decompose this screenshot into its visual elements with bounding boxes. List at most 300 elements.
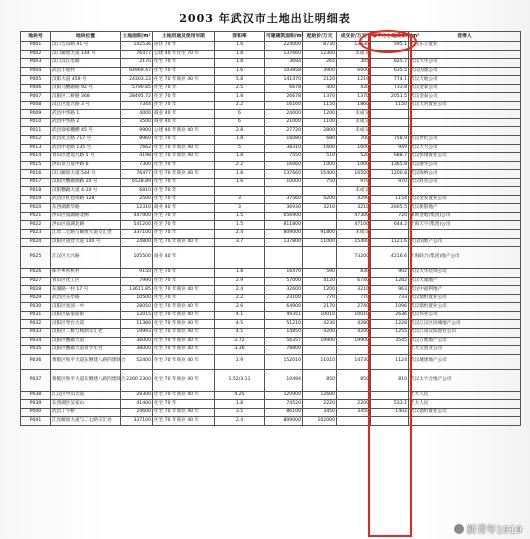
table-row: [21, 269, 521, 278]
cell-use: 居住 70 年: [153, 42, 215, 51]
cell-location: 汉江区复兴路 3 号: [51, 101, 121, 110]
cell-area: 52400: [121, 354, 153, 369]
cell-parcel-id: P020: [21, 204, 51, 213]
cell-deal-price: 4200: [337, 328, 371, 337]
cell-far: 1.52/3.11: [215, 369, 265, 391]
table-row: [21, 118, 521, 127]
cell-unit-cost: 970: [371, 178, 409, 187]
cell-parcel-id: P022: [21, 221, 51, 230]
cell-location: 东西湖区吴家山: [51, 400, 121, 409]
cell-parcel-id: P001: [21, 42, 51, 51]
cell-location: 汉阳马鹦鹉路 92 号: [51, 84, 121, 93]
cell-buyer: 武汉国地产公司: [409, 238, 521, 247]
cell-location: 武昌中华路 1: [51, 110, 121, 119]
cell-start-price: 15400: [303, 170, 337, 179]
cell-deal-price: 47100: [337, 221, 371, 230]
cell-deal-price: 3210: [337, 204, 371, 213]
cell-location: 青山区建设九路 5 号: [51, 153, 121, 162]
cell-deal-price: 6600: [337, 67, 371, 76]
cell-area: 3500: [121, 118, 153, 127]
cell-parcel-id: P024: [21, 238, 51, 247]
cell-location: 洪山区南湖路北侧: [51, 212, 121, 221]
cell-parcel-id: P003: [21, 59, 51, 68]
cell-parcel-id: P039: [21, 400, 51, 409]
cell-unit-cost: 733.8: [371, 84, 409, 93]
cell-parcel-id: P012: [21, 136, 51, 145]
cell-buyer: 武汉天华装饰公司: [409, 269, 521, 278]
cell-deal-price: 未成交: [337, 230, 371, 239]
cell-building-area: 10000: [265, 178, 303, 187]
cell-use: 住宅 70 年: [153, 230, 215, 239]
cell-use: 住宅 70 年: [153, 212, 215, 221]
cell-far: 2.2: [215, 161, 265, 170]
cell-parcel-id: P021: [21, 212, 51, 221]
cell-area: 7300: [121, 161, 153, 170]
cell-buyer: 武汉天地公司: [409, 76, 521, 85]
cell-parcel-id: P028: [21, 286, 51, 295]
cell-unit-cost: [371, 391, 409, 400]
cell-start-price: 12360: [303, 50, 337, 59]
cell-building-area: 21000: [265, 118, 303, 127]
cell-far: 2.8: [215, 127, 265, 136]
cell-buyer: 武汉城建地产公司: [409, 354, 521, 369]
cell-area: 28300: [121, 391, 153, 400]
cell-unit-cost: 949: [371, 144, 409, 153]
cell-use: 住宅 70 年商业 40 年: [153, 417, 215, 426]
cell-buyer: 武汉天诚地产: [409, 277, 521, 286]
cell-unit-cost: 2636: [371, 311, 409, 320]
cell-building-area: 26678: [265, 93, 303, 102]
cell-area: 105500: [121, 247, 153, 269]
cell-deal-price: 未成交: [337, 118, 371, 127]
cell-use: 住宅 70 年: [153, 187, 215, 196]
cell-area: 11380: [121, 320, 153, 329]
cell-unit-cost: 1096: [371, 303, 409, 312]
cell-buyer: 光大宝置业公司: [409, 346, 521, 355]
cell-building-area: 37560: [265, 195, 303, 204]
cell-parcel-id: P016: [21, 170, 51, 179]
cell-use: 住宅 70 年商业 40 年: [153, 76, 215, 85]
cell-building-area: 152010: [265, 354, 303, 369]
cell-far: 1.5: [215, 212, 265, 221]
cell-building-area: 809000: [265, 417, 303, 426]
cell-use: 住宅 70 年商业 40 年: [153, 303, 215, 312]
cell-building-area: 23100: [265, 294, 303, 303]
cell-deal-price: 6740: [337, 277, 371, 286]
cell-far: 2.4: [215, 417, 265, 426]
cell-building-area: 36930: [265, 204, 303, 213]
table-row: [21, 50, 521, 59]
cell-location: 武昌丰收村: [51, 67, 121, 76]
cell-unit-cost: [371, 50, 409, 59]
cell-area: 2500: [121, 195, 153, 204]
cell-parcel-id: P029: [21, 294, 51, 303]
cell-area: 9150: [121, 269, 153, 278]
cell-unit-cost: 2605.5: [371, 204, 409, 213]
cell-area: 10500: [121, 294, 153, 303]
cell-deal-price: 770: [337, 294, 371, 303]
cell-building-area: 120900: [265, 391, 303, 400]
table-row: [21, 144, 521, 153]
table-row: [21, 247, 521, 269]
cell-area: 541200: [121, 221, 153, 230]
cell-use: 住宅 70 年: [153, 59, 215, 68]
cell-far: 6: [215, 118, 265, 127]
cell-start-price: 510: [303, 153, 337, 162]
cell-building-area: 32600: [265, 286, 303, 295]
cell-building-area: 14850: [265, 328, 303, 337]
cell-start-price: 4230: [303, 320, 337, 329]
cell-unit-cost: 4216.6: [371, 247, 409, 269]
cell-unit-cost: 1121.6: [371, 238, 409, 247]
cell-area: 7662: [121, 144, 153, 153]
cell-parcel-id: P011: [21, 127, 51, 136]
cell-start-price: [303, 187, 337, 196]
table-row: [21, 311, 521, 320]
cell-buyer: [409, 230, 521, 239]
cell-deal-price: 4290: [337, 195, 371, 204]
cell-far: 1.8: [215, 93, 265, 102]
cell-location: 洪山卓刀泉中路 6: [51, 161, 121, 170]
cell-deal-price: 14730: [337, 354, 371, 369]
cell-use: 住宅 70 年商业 40 年: [153, 328, 215, 337]
cell-location: 汉口解放大道 144 号: [51, 50, 121, 59]
cell-start-price: 1200: [303, 286, 337, 295]
cell-unit-cost: 2051.5: [371, 93, 409, 102]
cell-location: 汉阳大道 459 号: [51, 76, 121, 85]
cell-location: 武昌区红巷场路 128: [51, 195, 121, 204]
cell-unit-cost: [371, 346, 409, 355]
cell-location: 东湖路一村 17 号: [51, 286, 121, 295]
cell-buyer: [409, 127, 521, 136]
cell-parcel-id: P038: [21, 391, 51, 400]
cell-location: 武昌徐家棚横 45 号: [51, 127, 121, 136]
cell-area: 76477: [121, 50, 153, 59]
cell-area: 6528.89: [121, 178, 153, 187]
cell-buyer: 武汉科育公司: [409, 178, 521, 187]
cell-deal-price: 1000: [337, 161, 371, 170]
cell-building-area: 51210: [265, 320, 303, 329]
land-sale-table: [20, 31, 521, 426]
cell-deal-price: [337, 346, 371, 355]
cell-deal-price: 1600: [337, 144, 371, 153]
cell-far: 3: [215, 195, 265, 204]
cell-parcel-id: P008: [21, 101, 51, 110]
cell-area: 337100: [121, 417, 153, 426]
cell-area: 24600: [121, 408, 153, 417]
cell-location: 江汉区大兴路: [51, 247, 121, 269]
cell-building-area: 16160: [265, 101, 303, 110]
cell-parcel-id: P036: [21, 354, 51, 369]
cell-location: 汉阳区鹦鹉大道青少年宫: [51, 346, 121, 355]
cell-buyer: 武汉港华公司: [409, 161, 521, 170]
cell-building-area: 38310: [265, 144, 303, 153]
cell-location: 汉阳区鹦鹉大道: [51, 337, 121, 346]
cell-unit-cost: 1255: [371, 328, 409, 337]
land-sale-table-wrap: [20, 31, 520, 533]
cell-start-price: 2220: [303, 400, 337, 409]
cell-far: 1.8: [215, 50, 265, 59]
cell-start-price: 102000: [303, 417, 337, 426]
cell-parcel-id: P026: [21, 269, 51, 278]
cell-building-area: 137800: [265, 238, 303, 247]
cell-far: 1.6: [215, 42, 265, 51]
cell-start-price: 8730: [303, 42, 337, 51]
cell-use: 住宅 70 年: [153, 67, 215, 76]
cell-unit-cost: 1150: [371, 101, 409, 110]
table-row: [21, 400, 521, 409]
cell-buyer: 武汉恒翔置业公司: [409, 153, 521, 162]
cell-use: 住宅 70 年: [153, 178, 215, 187]
cell-buyer: 光大人民: [409, 400, 521, 409]
cell-start-price: 1200: [303, 110, 337, 119]
cell-location: 武昌区东亭路: [51, 294, 121, 303]
cell-building-area: 224000: [265, 42, 303, 51]
table-row: [21, 187, 521, 196]
cell-location: 武昌丁字桥: [51, 408, 121, 417]
cell-area: 4000: [121, 110, 153, 119]
cell-area: 6810: [121, 187, 153, 196]
cell-buyer: 武汉金发置业公司: [409, 195, 521, 204]
cell-location: 洪山区南湖北路: [51, 221, 121, 230]
cell-building-area: 27720: [265, 127, 303, 136]
cell-use: 商业 40 年: [153, 204, 215, 213]
col-header-unit-cost: 每平方土地成本元/m²: [371, 32, 409, 42]
cell-start-price: 3450: [303, 408, 337, 417]
cell-parcel-id: P004: [21, 67, 51, 76]
cell-deal-price: 47300: [337, 212, 371, 221]
cell-deal-price: 1219: [337, 76, 371, 85]
cell-start-price: 1100: [303, 118, 337, 127]
cell-start-price: 19900: [303, 337, 337, 346]
cell-building-area: [265, 247, 303, 269]
cell-unit-cost: 533.1: [371, 400, 409, 409]
cell-use: 住宅 70 年商业 40 年: [153, 346, 215, 355]
cell-far: 2.4: [215, 286, 265, 295]
cell-unit-cost: [371, 230, 409, 239]
cell-far: 2.2: [215, 101, 265, 110]
cell-start-price: 1150: [303, 101, 337, 110]
table-row: [21, 391, 521, 400]
cell-deal-price: 未成交: [337, 50, 371, 59]
cell-area: 12015: [121, 311, 153, 320]
cell-far: 3.5: [215, 408, 265, 417]
cell-deal-price: [337, 417, 371, 426]
cell-building-area: 811800: [265, 221, 303, 230]
cell-far: 1.8: [215, 170, 265, 179]
table-row: [21, 42, 521, 51]
table-row: [21, 238, 521, 247]
watermark-logo-icon: [454, 524, 464, 534]
table-row: [21, 204, 521, 213]
cell-area: 9900: [121, 127, 153, 136]
cell-deal-price: 19900: [337, 337, 371, 346]
cell-building-area: 103858: [265, 67, 303, 76]
cell-start-price: 750: [303, 178, 337, 187]
cell-parcel-id: P018: [21, 187, 51, 196]
cell-location: 侏平乡铁机村: [51, 269, 121, 278]
cell-building-area: 3694: [265, 59, 303, 68]
cell-deal-price: 3450: [337, 408, 371, 417]
cell-building-area: 141470: [265, 76, 303, 85]
cell-start-price: 1600: [303, 144, 337, 153]
cell-buyer: 深圳金地(集团)公司: [409, 212, 521, 221]
cell-far: 2.2: [215, 294, 265, 303]
cell-buyer: 武汉大力公司: [409, 144, 521, 153]
cell-far: 3.7: [215, 238, 265, 247]
table-row: [21, 337, 521, 346]
cell-use: 公建 40 年商业 40 年: [153, 127, 215, 136]
cell-area: 28050: [121, 303, 153, 312]
cell-location: 东西湖新华路: [51, 204, 121, 213]
cell-start-price: 680: [303, 136, 337, 145]
cell-location: 汉阳区二桥路 368: [51, 93, 121, 102]
cell-building-area: 74520: [265, 400, 303, 409]
cell-deal-price: 1370: [337, 93, 371, 102]
cell-deal-price: 15400: [337, 238, 371, 247]
cell-start-price: 1000: [303, 161, 337, 170]
cell-buyer: 武汉中福利地产: [409, 286, 521, 295]
cell-deal-price: 700: [337, 136, 371, 145]
cell-building-area: 137660: [265, 170, 303, 179]
cell-building-area: 57000: [265, 277, 303, 286]
cell-start-price: 1370: [303, 93, 337, 102]
cell-far: 4.1: [215, 311, 265, 320]
cell-deal-price: 未成交: [337, 127, 371, 136]
cell-far: 1.8: [215, 400, 265, 409]
page-title: 2003 年武汉市土地出让明细表: [179, 12, 351, 25]
cell-location: 汉阳鹦鹉大道 4-10 号: [51, 187, 121, 196]
cell-area: 41400: [121, 400, 153, 409]
cell-area: 4198: [121, 153, 153, 162]
cell-building-area: 7550: [265, 153, 303, 162]
cell-parcel-id: P034: [21, 337, 51, 346]
cell-use: 商业 40 年: [153, 247, 215, 269]
cell-buyer: 武汉鼎恒置业公司: [409, 408, 521, 417]
cell-far: 4.5: [215, 320, 265, 329]
cell-building-area: 809000: [265, 230, 303, 239]
cell-location: 汉阳区鹦鹉洲路 20 号: [51, 178, 121, 187]
cell-deal-price: 2740: [337, 303, 371, 312]
cell-parcel-id: P017: [21, 178, 51, 187]
cell-unit-cost: [371, 417, 409, 426]
cell-deal-price: 未成交: [337, 187, 371, 196]
cell-use: 住宅 70 年商业 40 年: [153, 337, 215, 346]
table-row: [21, 221, 521, 230]
cell-use: 住宅 70 年: [153, 161, 215, 170]
cell-far: 2.9: [215, 354, 265, 369]
cell-start-price: 265: [303, 59, 337, 68]
cell-unit-cost: 635.5: [371, 67, 409, 76]
table-row: [21, 212, 521, 221]
cell-area: 13611.85: [121, 286, 153, 295]
table-row: [21, 286, 521, 295]
table-row: [21, 101, 521, 110]
cell-use: 商业 40 年: [153, 110, 215, 119]
cell-location: 黄陂区和平大道东侧建八路四建联合: [51, 369, 121, 391]
cell-start-price: [303, 212, 337, 221]
cell-use: 商业 40 年: [153, 118, 215, 127]
cell-start-price: 400: [303, 84, 337, 93]
col-header-building-area: 可建建筑面积/m²: [265, 32, 303, 42]
cell-area: 76477: [121, 170, 153, 179]
cell-use: 住宅 70 年: [153, 294, 215, 303]
cell-location: 武昌中华路 2: [51, 118, 121, 127]
cell-far: 1.6: [215, 67, 265, 76]
cell-unit-cost: 1402: [371, 408, 409, 417]
cell-area: 28495.72: [121, 93, 153, 102]
cell-location: 江汉区中山大道: [51, 391, 121, 400]
cell-deal-price: 73200: [337, 247, 371, 269]
cell-far: 2.5: [215, 84, 265, 93]
table-row: [21, 76, 521, 85]
cell-building-area: 10494: [265, 369, 303, 391]
cell-use: 住宅 70 年商业 40 年: [153, 408, 215, 417]
cell-use: 住宅 70 年商业 40 年: [153, 170, 215, 179]
cell-unit-cost: 3545: [371, 337, 409, 346]
cell-parcel-id: P006: [21, 84, 51, 93]
cell-parcel-id: P010: [21, 118, 51, 127]
cell-location: 汉阳区国营大道 140 号: [51, 238, 121, 247]
cell-area: 12310: [121, 204, 153, 213]
cell-start-price: 4120: [303, 277, 337, 286]
col-header-use: 土地用途及使用年限: [153, 32, 215, 42]
cell-use: 住宅 70 年商业 40 年: [153, 286, 215, 295]
cell-start-price: [303, 221, 337, 230]
table-row: [21, 93, 521, 102]
cell-use: 住宅 70 年: [153, 277, 215, 286]
cell-location: 汉阳区二桥与杨泗交汇处: [51, 328, 121, 337]
cell-far: 1.8: [215, 153, 265, 162]
cell-far: 2.9: [215, 277, 265, 286]
cell-use: 住宅 70 年: [153, 101, 215, 110]
cell-parcel-id: P019: [21, 195, 51, 204]
cell-location: 汉口解放大道 544 号: [51, 170, 121, 179]
cell-location: 武昌中北路 135 号: [51, 144, 121, 153]
cell-far: [215, 247, 265, 269]
cell-far: 6: [215, 110, 265, 119]
cell-unit-cost: [371, 118, 409, 127]
cell-unit-cost: 644.2: [371, 221, 409, 230]
table-row: [21, 346, 521, 355]
cell-area: 2170: [121, 59, 153, 68]
cell-location: 江岸解放大道与二七路交汇处: [51, 417, 121, 426]
table-row: [21, 136, 521, 145]
cell-use: 住宅 70 年: [153, 400, 215, 409]
cell-use: 住宅 70 年商业 40 年: [153, 320, 215, 329]
cell-start-price: 10010: [303, 311, 337, 320]
cell-buyer: 武汉太宇合地产公司: [409, 369, 521, 391]
cell-use: 住宅 70 年: [153, 195, 215, 204]
cell-buyer: 武汉东立置业: [409, 42, 521, 51]
cell-building-area: [265, 187, 303, 196]
cell-building-area: 656900: [265, 212, 303, 221]
cell-start-price: 11010: [303, 354, 337, 369]
col-header-far: 容积率: [215, 32, 265, 42]
cell-use: 住宅 70 年: [153, 221, 215, 230]
cell-buyer: 武汉天河置业公司: [409, 101, 521, 110]
cell-building-area: 16080: [265, 136, 303, 145]
cell-buyer: [409, 110, 521, 119]
cell-start-price: 2120: [303, 76, 337, 85]
cell-parcel-id: P009: [21, 110, 51, 119]
table-row: [21, 303, 521, 312]
cell-deal-price: 970: [337, 178, 371, 187]
cell-buyer: 武汉新银地产: [409, 204, 521, 213]
cell-use: 住宅 70 年商业 40 年: [153, 311, 215, 320]
cell-parcel-id: P037: [21, 369, 51, 391]
table-row: [21, 230, 521, 239]
